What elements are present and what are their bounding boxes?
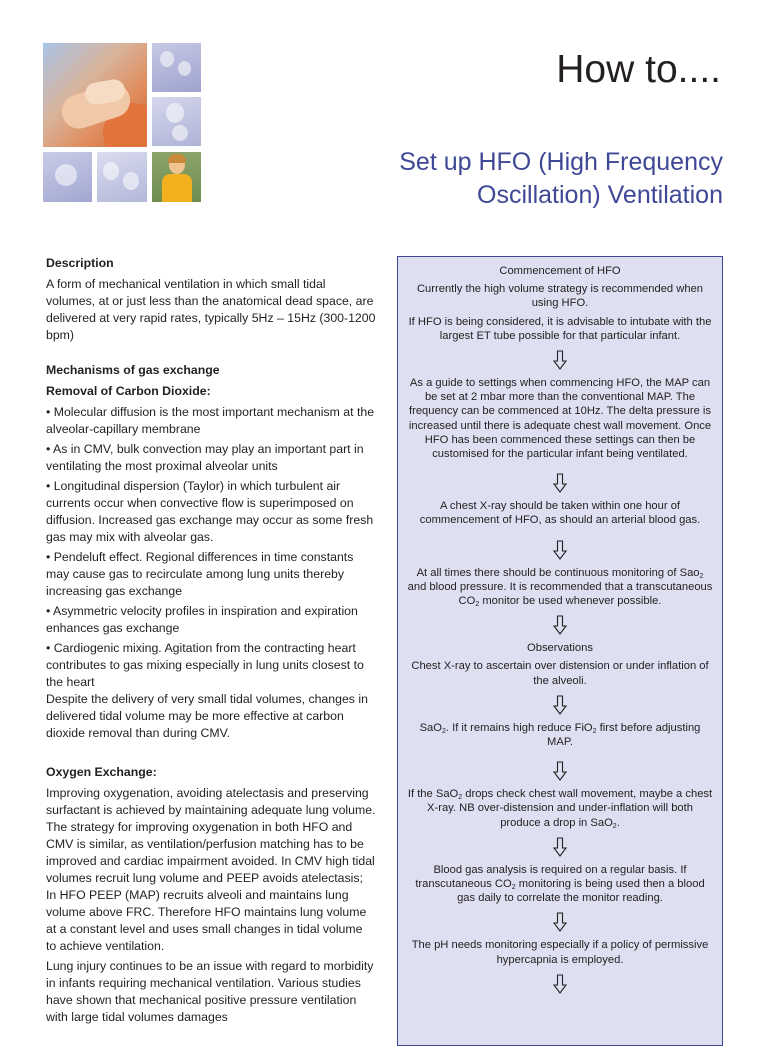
bullet-item: • Longitudinal dispersion (Taylor) in which turbulent air currents occur when convective flow is superimposed on diffusion. Increased gas exchange may occur as some fresh gas may mix with alveolar gas. <box>46 479 374 544</box>
flow-step-chest-xray: A chest X-ray should be taken within one hour of commencement of HFO, as should an arterial blood gas. <box>419 500 701 527</box>
bullet-item: • Molecular diffusion is the most important mechanism at the alveolar-capillary membrane <box>46 405 375 436</box>
mother-baby-photo <box>97 152 147 202</box>
oxygen-exchange-text: Improving oxygenation, avoiding atelectasis and preserving surfactant is achieved by maintaining adequate lung volume. The strategy for improving oxygenation in both HFO and CMV is similar, as ventilation/perfusion matching has to be improved and cardiac impairment avoided. In CMV high tidal volumes recruit lung volume and PEEP avoids atelectasis; In HFO PEEP (MAP) recruits alveoli and maintains lung volume above FRC. Therefore HFO maintains lung volume at a constant level and uses small changes in tidal volume to achieve ventilation. <box>46 786 376 953</box>
photo-collage <box>43 43 201 202</box>
bullet-item: • Pendeluft effect. Regional differences in time constants may cause gas to recirculate among lung units thereby increasing gas exchange <box>46 550 354 598</box>
down-arrow-icon <box>553 695 567 715</box>
flow-step-blood-gas: Blood gas analysis is required on a regular basis. If transcutaneous $CO_2$ monitoring is being used then a blood gas daily to correlate the monitor reading. <box>415 863 705 905</box>
family-photo-top-right <box>152 43 201 92</box>
flow-step-sao2: SaO$_2$. If it remains high reduce FiO$_2$ first before adjusting MAP. <box>419 721 701 749</box>
flow-step-monitoring: At all times there should be continuous monitoring of Sao$_2$ and blood pressure. It is recommended that a transcutaneous $CO_2$ monitor be used whenever possible. <box>407 566 713 609</box>
flow-step-settings: As a guide to settings when commencing HFO, the MAP can be set at 2 mbar more than the conventional MAP. The frequency can be commenced at 10Hz. The delta pressure is increased until there is adequate chest wall movement. Once HFO has been commenced these settings can then be customised for the particular infant being ventilated. <box>408 377 712 461</box>
bullet-item: • Cardiogenic mixing. Agitation from the contracting heart contributes to gas mixing especially in lung units closest to the heart <box>46 641 364 689</box>
down-arrow-icon <box>553 912 567 932</box>
parent-child-photo <box>152 97 201 146</box>
bullet-item: • Asymmetric velocity profiles in inspiration and expiration enhances gas exchange <box>46 604 358 635</box>
co2-summary: Despite the delivery of very small tidal volumes, changes in delivered tidal volume may be more effective at carbon dioxide removal than during CMV. <box>46 692 368 740</box>
down-arrow-icon <box>553 540 567 560</box>
hfo-flowchart <box>397 256 723 1046</box>
description-heading: Description <box>46 256 114 270</box>
down-arrow-icon <box>553 615 567 635</box>
flow-step-sao2-drop: If the SaO$_2$ drops check chest wall movement, maybe a chest X-ray. NB over-distension and under-inflation will both produce a drop in SaO$_2$. <box>407 788 713 830</box>
down-arrow-icon <box>553 837 567 857</box>
commencement-heading: Commencement of HFO <box>499 265 621 277</box>
left-column <box>46 255 376 1026</box>
down-arrow-icon <box>553 473 567 493</box>
page-subtitle: Set up HFO (High Frequency Oscillation) Ventilation <box>399 148 723 209</box>
page-title: How to.... <box>556 48 721 91</box>
description-text: A form of mechanical ventilation in which small tidal volumes, at or just less than the anatomical dead space, are delivered at very rapid rates, typically 5Hz – 15Hz (300-1200 bpm) <box>46 277 376 342</box>
bullet-item: • As in CMV, bulk convection may play an important part in ventilating the most proximal alveolar units <box>46 442 364 473</box>
baby-photo-bottom-left <box>43 152 92 202</box>
lung-injury-text: Lung injury continues to be an issue with regard to morbidity in infants requiring mechanical ventilation. Various studies have shown that mechanical positive pressure ventilation with large tidal volumes damages <box>46 959 374 1024</box>
mechanisms-heading: Mechanisms of gas exchange <box>46 363 220 377</box>
oxygen-exchange-heading: Oxygen Exchange: <box>46 765 157 779</box>
child-photo-bottom-right <box>152 152 201 202</box>
hands-photo <box>43 43 147 147</box>
flow-step-intubate: If HFO is being considered, it is advisable to intubate with the largest ET tube possible for that particular infant. <box>408 315 712 342</box>
co2-removal-heading: Removal of Carbon Dioxide: <box>46 384 211 398</box>
down-arrow-icon <box>553 350 567 370</box>
flow-step-ph: The pH needs monitoring especially if a policy of permissive hypercapnia is employed. <box>411 939 709 966</box>
flow-step-xray-observation: Chest X-ray to ascertain over distension or under inflation of the alveoli. <box>411 660 709 687</box>
observations-heading: Observations <box>527 642 593 655</box>
down-arrow-icon <box>553 761 567 781</box>
down-arrow-icon <box>553 974 567 994</box>
flow-step-high-volume: Currently the high volume strategy is recommended when using HFO. <box>416 283 704 310</box>
